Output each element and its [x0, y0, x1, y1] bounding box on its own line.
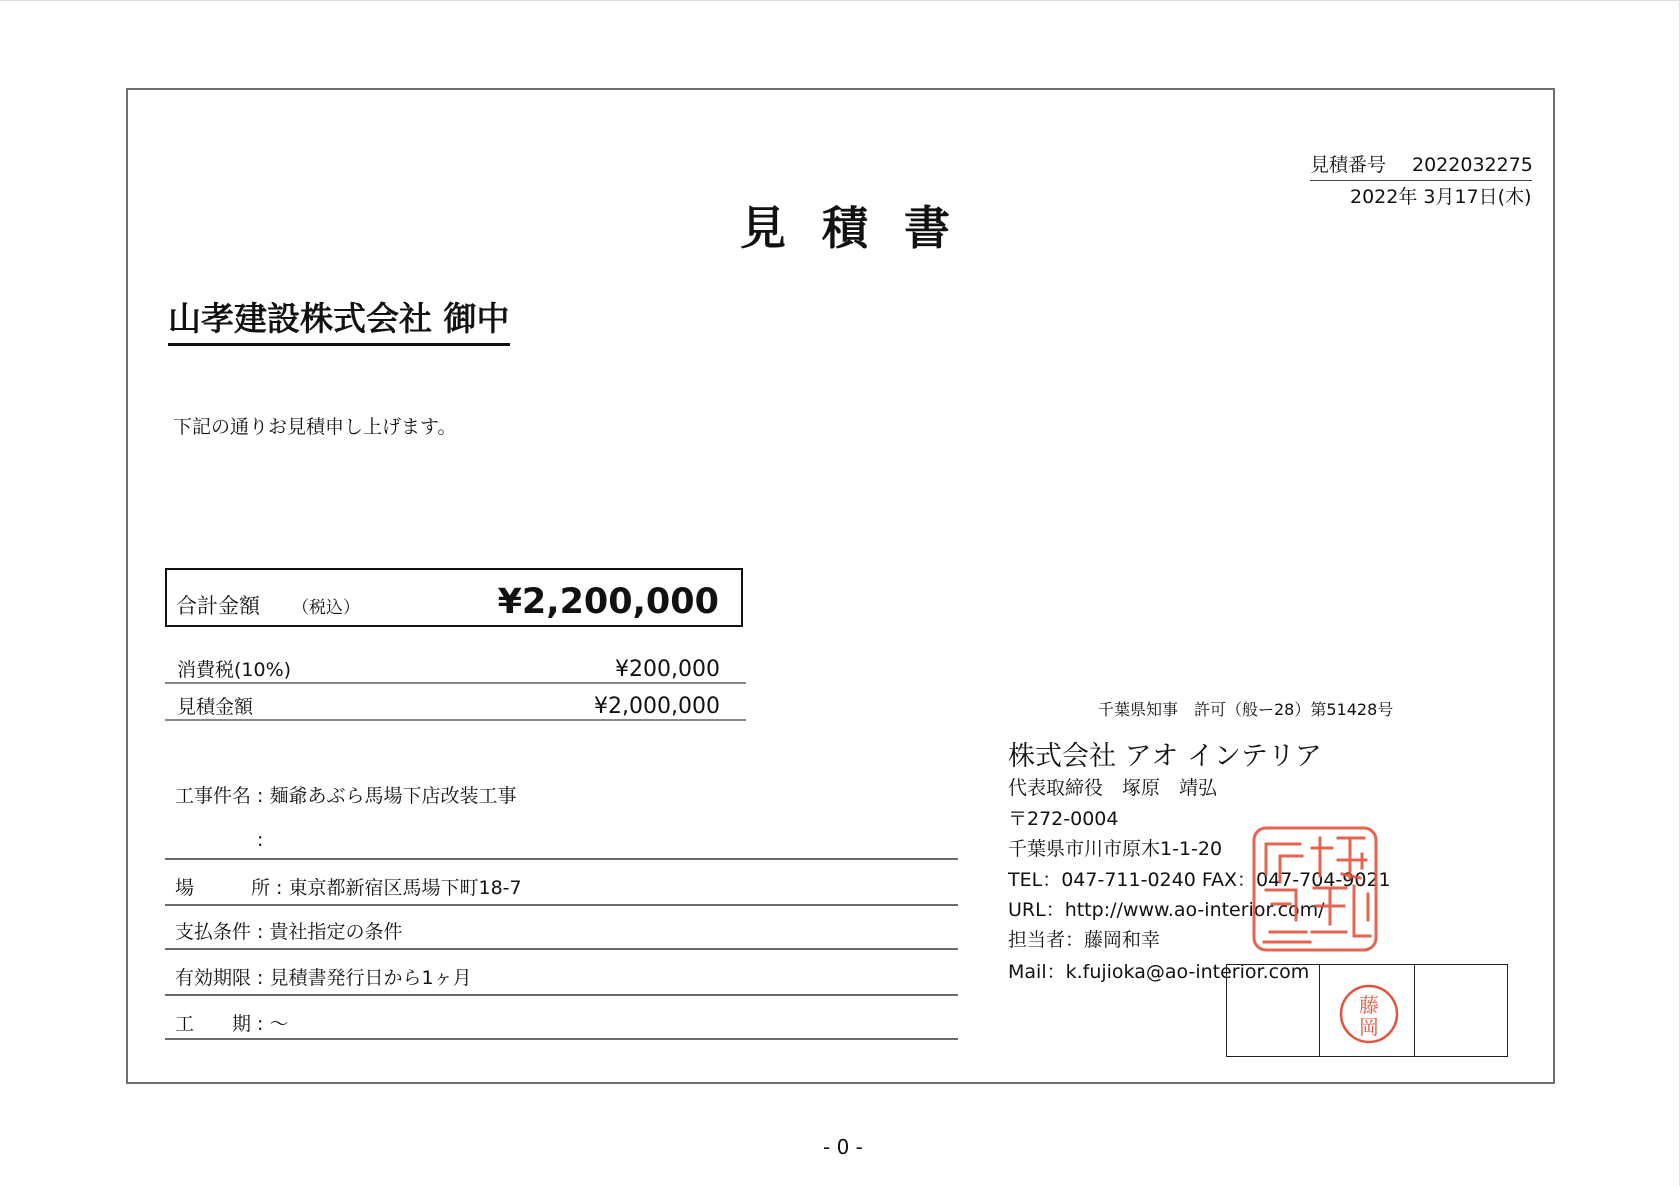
- total-tax-note: （税込）: [292, 598, 360, 618]
- intro-text: 下記の通りお見積申し上げます。: [173, 416, 457, 438]
- tax-value: ¥200,000: [615, 657, 720, 682]
- total-amount-box: [165, 568, 743, 627]
- project-name-continued: :: [175, 829, 264, 851]
- issuer-tel-fax: TEL：047-711-0240 FAX：047-704-9021: [1008, 869, 1391, 891]
- quote-number-value: 2022032275: [1412, 154, 1533, 176]
- license-number: 千葉県知事 許可（般ー28）第51428号: [1098, 700, 1394, 719]
- validity-period: 有効期限 : 見積書発行日から1ヶ月: [175, 967, 472, 989]
- document-title: 見 積 書: [740, 201, 961, 255]
- payment-terms: 支払条件 : 貴社指定の条件: [175, 921, 403, 943]
- page-top-edge: [0, 0, 1680, 1]
- project-name: 工事件名 : 麺爺あぶら馬場下店改装工事: [175, 785, 517, 807]
- construction-period: 工 期 : 〜: [175, 1013, 289, 1035]
- tax-row: [165, 650, 746, 684]
- subtotal-row: [165, 687, 746, 721]
- personal-seal-stamp: [1338, 983, 1400, 1045]
- quote-number: [1310, 150, 1532, 181]
- total-value: ¥2,200,000: [497, 582, 719, 622]
- issuer-mail: Mail：k.fujioka@ao-interior.com: [1008, 961, 1310, 983]
- total-label: 合計金額: [176, 594, 260, 618]
- subtotal-value: ¥2,000,000: [594, 694, 720, 719]
- stamp-box: [1415, 965, 1506, 1056]
- tax-label: 消費税(10%): [177, 659, 292, 681]
- issuer-company: 株式会社 アオ インテリア: [1008, 741, 1322, 772]
- subtotal-label: 見積金額: [177, 696, 254, 718]
- info-divider: [165, 948, 958, 950]
- issuer-url: URL：http://www.ao-interior.com/: [1008, 899, 1325, 921]
- stamp-box: [1227, 965, 1320, 1056]
- company-seal-stamp: [1250, 824, 1380, 954]
- site-location: 場 所 : 東京都新宿区馬場下町18-7: [175, 877, 522, 899]
- svg-text:藤: 藤: [1359, 993, 1379, 1017]
- quote-number-label: 見積番号: [1310, 154, 1387, 176]
- info-divider: [165, 994, 958, 996]
- quote-date: 2022年 3月17日(木): [1350, 186, 1532, 208]
- issuer-contact: 担当者：藤岡和幸: [1008, 929, 1161, 951]
- info-divider: [165, 858, 958, 860]
- info-divider: [165, 904, 958, 906]
- info-divider: [165, 1038, 958, 1040]
- page-number: - 0 -: [823, 1135, 863, 1159]
- svg-text:岡: 岡: [1359, 1015, 1379, 1039]
- issuer-address: 千葉県市川市原木1-1-20: [1008, 838, 1223, 860]
- issuer-representative: 代表取締役 塚原 靖弘: [1008, 777, 1218, 799]
- client-name: 山孝建設株式会社 御中: [168, 293, 510, 346]
- issuer-postal: 〒272-0004: [1008, 808, 1119, 830]
